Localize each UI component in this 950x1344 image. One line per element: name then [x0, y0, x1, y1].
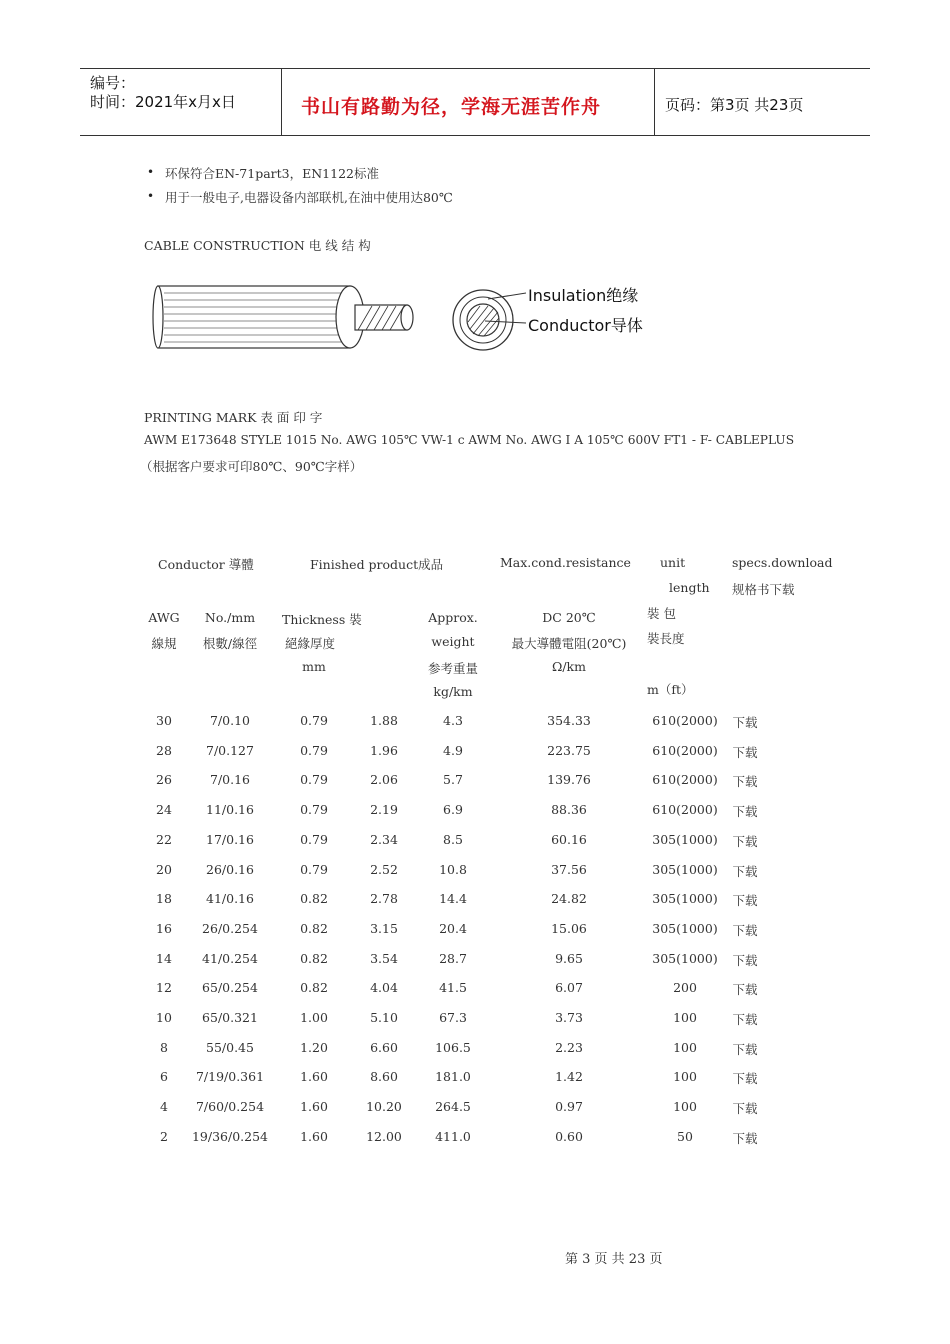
cell-thickness: 0.79	[300, 713, 328, 728]
cell-resistance: 15.06	[551, 920, 587, 936]
cable-side-view-diagram	[150, 280, 420, 360]
cell-diameter: 8.60	[370, 1069, 398, 1085]
cell-weight: 8.5	[443, 831, 463, 847]
cell-weight: 4.9	[443, 742, 463, 758]
cell-thickness: 1.60	[300, 1128, 328, 1144]
cell-resistance: 88.36	[551, 802, 587, 818]
cell-resistance: 3.73	[555, 1010, 583, 1025]
cell-thickness: 0.82	[300, 950, 328, 966]
cell-awg: 12	[156, 980, 172, 996]
cell-resistance: 0.60	[555, 1128, 583, 1144]
cell-weight: 106.5	[435, 1039, 471, 1055]
cell-awg: 2	[160, 1128, 168, 1144]
cell-resistance: 24.82	[551, 891, 587, 907]
cell-thickness: 0.79	[300, 861, 328, 877]
th-pack-length: 裝長度	[647, 631, 685, 646]
cell-weight: 41.5	[439, 980, 467, 996]
th-weight-unit: kg/km	[433, 684, 473, 699]
cell-pack-length: 100	[673, 1039, 697, 1055]
cell-diameter: 10.20	[366, 1099, 402, 1115]
bullet-text-standard: 环保符合EN-71part3，EN1122标准	[165, 166, 379, 181]
cell-thickness: 0.82	[300, 980, 328, 996]
cell-strand: 26/0.254	[202, 920, 258, 936]
footer-page-number: 第 3 页 共 23 页	[565, 1252, 663, 1267]
th-thickness-unit: mm	[302, 659, 326, 674]
cell-diameter: 2.06	[370, 772, 398, 788]
header-divider-left	[281, 68, 282, 136]
cell-strand: 26/0.16	[206, 861, 254, 877]
header-number-label: 编号：	[90, 74, 136, 92]
th-pack-unit: m（ft）	[647, 682, 694, 697]
cell-strand: 65/0.321	[202, 1010, 258, 1025]
cell-strand: 7/60/0.254	[195, 1099, 265, 1115]
cell-weight: 14.4	[439, 891, 467, 907]
cell-thickness: 1.60	[300, 1069, 328, 1085]
cell-strand: 41/0.16	[206, 891, 254, 907]
cell-download-link[interactable]: 下载	[732, 952, 758, 968]
cell-pack-length: 100	[673, 1069, 697, 1085]
th-strand: No./mm	[204, 610, 256, 625]
cell-weight: 10.8	[439, 861, 467, 877]
cell-weight: 5.7	[443, 772, 463, 788]
cell-strand: 41/0.254	[202, 950, 258, 966]
cell-pack-length: 100	[673, 1099, 697, 1115]
cell-strand: 7/0.127	[206, 742, 254, 758]
cell-strand: 17/0.16	[206, 831, 254, 847]
cell-resistance: 0.97	[555, 1099, 583, 1115]
bullet-text-usage: 用于一般电子,电器设备内部联机,在油中使用达80℃	[165, 190, 453, 205]
cell-awg: 6	[160, 1069, 168, 1085]
cell-weight: 20.4	[439, 920, 467, 936]
cell-weight: 28.7	[439, 950, 467, 966]
th-weight-cn: 参考重量	[427, 661, 478, 676]
th-awg: AWG	[148, 610, 180, 625]
cell-weight: 6.9	[443, 802, 463, 818]
cell-pack-length: 305(1000)	[652, 831, 718, 847]
cell-pack-length: 50	[677, 1128, 693, 1144]
th-conductor: Conductor 導體	[158, 557, 254, 572]
cell-thickness: 1.20	[300, 1039, 328, 1055]
cell-thickness: 0.79	[300, 831, 328, 847]
cell-diameter: 2.19	[370, 802, 398, 818]
cell-download-link[interactable]: 下载	[732, 922, 758, 938]
cell-download-link[interactable]: 下载	[732, 715, 758, 730]
cell-awg: 28	[156, 742, 172, 758]
cell-weight: 4.3	[443, 713, 463, 728]
cell-awg: 22	[156, 831, 172, 847]
cell-resistance: 60.16	[551, 831, 587, 847]
header-motto: 书山有路勤为径，学海无涯苦作舟	[301, 96, 602, 118]
printing-mark: AWM E173648 STYLE 1015 No. AWG 105℃ VW-1 c AWM No. AWG I A 105℃ 600V FT1 - F- CABLEPLUS	[144, 433, 795, 447]
th-unit: unit	[660, 555, 686, 570]
conductor-label: Conductor导体	[528, 316, 643, 335]
cell-awg: 8	[160, 1039, 168, 1055]
th-weight-2: weight	[431, 634, 475, 649]
bullet-dot: •	[147, 189, 155, 203]
th-thickness-cn: 絕緣厚度	[285, 636, 336, 651]
cell-strand: 55/0.45	[206, 1039, 254, 1055]
th-finished-product: Finished product成品	[310, 557, 444, 572]
cell-pack-length: 610(2000)	[652, 772, 718, 788]
th-length: length	[669, 580, 710, 595]
cell-download-link[interactable]: 下载	[732, 744, 758, 760]
th-pack: 裝 包	[647, 606, 676, 621]
printing-note: （根据客户要求可印80℃、90℃字样）	[140, 459, 363, 474]
header-bottom-border	[80, 135, 870, 136]
cell-diameter: 1.96	[370, 742, 398, 758]
cell-download-link[interactable]: 下载	[732, 1101, 758, 1117]
cell-pack-length: 200	[673, 980, 697, 996]
cell-awg: 18	[156, 891, 172, 907]
cell-diameter: 2.34	[370, 831, 398, 847]
cell-awg: 26	[156, 772, 172, 788]
cell-resistance: 37.56	[551, 861, 587, 877]
cell-resistance: 223.75	[547, 742, 591, 758]
cable-cross-section-diagram	[448, 285, 528, 355]
cell-resistance: 9.65	[555, 950, 583, 966]
insulation-label: Insulation绝缘	[528, 286, 639, 305]
cell-strand: 19/36/0.254	[191, 1128, 269, 1144]
cell-download-link[interactable]: 下载	[732, 1012, 758, 1027]
cell-diameter: 2.52	[370, 861, 398, 877]
cell-weight: 264.5	[435, 1099, 471, 1115]
cell-download-link[interactable]: 下载	[732, 1041, 758, 1057]
cell-strand: 7/19/0.361	[195, 1069, 265, 1085]
header-page-info: 页码：第3页 共23页	[665, 96, 804, 114]
cell-pack-length: 610(2000)	[652, 742, 718, 758]
cell-download-link[interactable]: 下载	[732, 863, 758, 879]
cell-resistance: 354.33	[547, 713, 591, 728]
cell-diameter: 4.04	[370, 980, 398, 996]
th-dc-unit: Ω/km	[551, 659, 586, 674]
cell-weight: 411.0	[435, 1128, 471, 1144]
cell-thickness: 0.82	[300, 891, 328, 907]
cell-resistance: 1.42	[555, 1069, 583, 1085]
cell-strand: 7/0.10	[210, 713, 250, 728]
th-dc: DC 20℃	[542, 610, 596, 625]
cell-download-link[interactable]: 下载	[732, 893, 758, 909]
cell-diameter: 5.10	[370, 1010, 398, 1025]
cell-download-link[interactable]: 下载	[732, 982, 758, 998]
cell-resistance: 6.07	[555, 980, 583, 996]
th-awg-cn: 線規	[151, 636, 177, 651]
cell-pack-length: 305(1000)	[652, 950, 718, 966]
th-thickness: Thickness 裝	[282, 612, 362, 627]
cell-strand: 7/0.16	[210, 772, 250, 788]
cell-awg: 4	[160, 1099, 168, 1115]
cell-diameter: 2.78	[370, 891, 398, 907]
cell-diameter: 12.00	[366, 1128, 402, 1144]
cell-pack-length: 305(1000)	[652, 861, 718, 877]
cell-thickness: 0.79	[300, 772, 328, 788]
cell-awg: 10	[156, 1010, 172, 1025]
cell-strand: 11/0.16	[206, 802, 254, 818]
cell-thickness: 0.82	[300, 920, 328, 936]
header-time-label: 时间：2021年x月x日	[90, 93, 236, 111]
cell-pack-length: 305(1000)	[652, 920, 718, 936]
cell-thickness: 0.79	[300, 742, 328, 758]
cell-thickness: 1.00	[300, 1010, 328, 1025]
cell-awg: 14	[156, 950, 172, 966]
th-dc-cn: 最大導體電阻(20℃)	[511, 636, 627, 651]
cell-download-link[interactable]: 下载	[732, 804, 758, 820]
cell-awg: 16	[156, 920, 172, 936]
cell-download-link[interactable]: 下载	[732, 833, 758, 849]
cell-weight: 181.0	[435, 1069, 471, 1085]
cell-resistance: 2.23	[555, 1039, 583, 1055]
cell-diameter: 1.88	[370, 713, 398, 728]
header-divider-right	[654, 68, 655, 136]
cell-strand: 65/0.254	[202, 980, 258, 996]
cell-pack-length: 610(2000)	[652, 802, 718, 818]
cell-weight: 67.3	[439, 1010, 467, 1025]
th-max-resistance: Max.cond.resistance	[500, 555, 631, 570]
cell-thickness: 0.79	[300, 802, 328, 818]
cell-download-link[interactable]: 下载	[732, 774, 758, 790]
cell-awg: 24	[156, 802, 172, 818]
th-specs-download: specs.download	[732, 555, 833, 570]
construction-title: CABLE CONSTRUCTION 电 线 结 构	[144, 238, 371, 253]
cell-pack-length: 305(1000)	[652, 891, 718, 907]
printing-title: PRINTING MARK 表 面 印 字	[144, 410, 323, 425]
bullet-dot: •	[147, 165, 155, 179]
th-specs-download-cn: 规格书下载	[732, 582, 795, 597]
cell-resistance: 139.76	[547, 772, 591, 788]
cell-download-link[interactable]: 下载	[732, 1130, 758, 1146]
cell-diameter: 6.60	[370, 1039, 398, 1055]
cell-diameter: 3.15	[370, 920, 398, 936]
cell-pack-length: 100	[673, 1010, 697, 1025]
cell-awg: 20	[156, 861, 172, 877]
cell-thickness: 1.60	[300, 1099, 328, 1115]
header-top-border	[80, 68, 870, 69]
cell-awg: 30	[156, 713, 172, 728]
th-strand-cn: 根數/線徑	[202, 636, 258, 651]
cell-download-link[interactable]: 下载	[732, 1071, 758, 1087]
cell-pack-length: 610(2000)	[652, 713, 718, 728]
cell-diameter: 3.54	[370, 950, 398, 966]
th-weight: Approx.	[428, 610, 478, 625]
